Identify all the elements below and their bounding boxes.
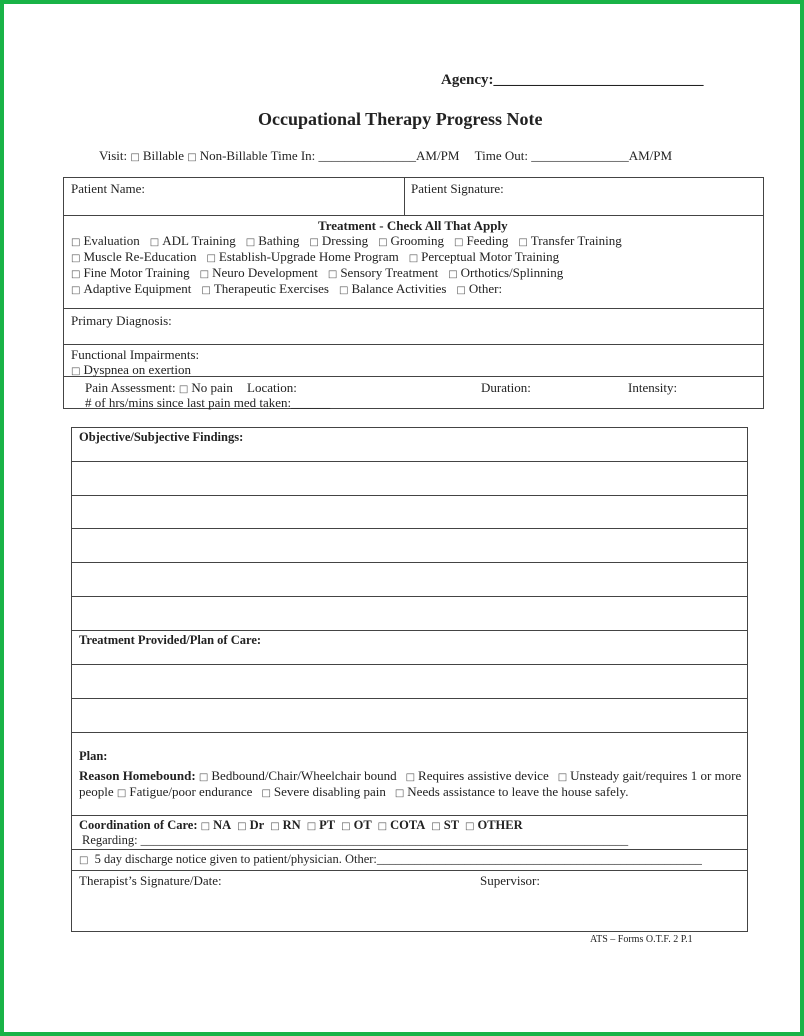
- primary-diagnosis-field[interactable]: Primary Diagnosis:: [71, 313, 172, 328]
- option-neuro-development[interactable]: □ Neuro Development: [199, 265, 318, 280]
- option-perceptual-motor-training[interactable]: □ Perceptual Motor Training: [408, 249, 560, 264]
- checkbox-icon[interactable]: □: [71, 253, 81, 264]
- checkbox-icon[interactable]: □: [341, 821, 351, 832]
- checkbox-icon[interactable]: □: [71, 285, 81, 296]
- checkbox-icon[interactable]: □: [405, 772, 416, 783]
- agency-field[interactable]: Agency:____________________________: [441, 72, 704, 88]
- option-balance-activities[interactable]: □ Balance Activities: [339, 281, 447, 296]
- checkbox-icon[interactable]: □: [198, 772, 209, 783]
- homebound-line-1: [79, 768, 750, 784]
- checkbox-icon[interactable]: □: [394, 788, 405, 799]
- option-rn[interactable]: □ RN: [270, 818, 301, 832]
- option-unsteady-gait-requires-1-or-more[interactable]: □ Unsteady gait/requires 1 or more: [557, 768, 742, 783]
- checkbox-icon[interactable]: □: [71, 237, 81, 248]
- checkbox-icon[interactable]: □: [454, 237, 464, 248]
- option-transfer-training[interactable]: □ Transfer Training: [518, 233, 622, 248]
- supervisor-field[interactable]: Supervisor:: [480, 873, 540, 888]
- visit-line: [99, 148, 672, 164]
- option-ot[interactable]: □ OT: [341, 818, 372, 832]
- option-orthotics-splinning[interactable]: □ Orthotics/Splinning: [448, 265, 564, 280]
- treatment-row-3: [71, 265, 573, 281]
- regarding-field[interactable]: Regarding: ______________________________________________________________________________: [82, 833, 629, 847]
- homebound-label: Reason Homebound:: [79, 768, 196, 783]
- option-pt[interactable]: □ PT: [306, 818, 336, 832]
- option-establish-upgrade-home-program[interactable]: □ Establish-Upgrade Home Program: [206, 249, 399, 264]
- checkbox-icon[interactable]: □: [465, 821, 475, 832]
- checkbox-icon[interactable]: □: [237, 821, 247, 832]
- checkbox-icon[interactable]: □: [261, 788, 271, 799]
- checkbox-icon[interactable]: □: [518, 237, 528, 248]
- visit-label: Visit:: [99, 148, 128, 163]
- pain-intensity-field[interactable]: Intensity:: [628, 380, 678, 395]
- treatment-plan-label: Treatment Provided/Plan of Care:: [79, 633, 262, 647]
- checkbox-icon[interactable]: □: [456, 285, 466, 296]
- coordination-line: [79, 818, 529, 833]
- option-sensory-treatment[interactable]: □ Sensory Treatment: [327, 265, 439, 280]
- homebound-line-2: people □ Fatigue/poor endurance □ Severe disabling pain □ Needs assistance to leave the house safely.: [79, 784, 629, 799]
- billable-option[interactable]: □ Billable: [130, 148, 184, 163]
- checkbox-icon[interactable]: □: [178, 384, 189, 395]
- checkbox-icon[interactable]: □: [116, 788, 127, 799]
- checkbox-icon[interactable]: □: [199, 269, 210, 280]
- option-st[interactable]: □ ST: [431, 818, 460, 832]
- checkbox-icon[interactable]: □: [431, 821, 441, 832]
- checkbox-icon[interactable]: □: [149, 237, 160, 248]
- option-feeding[interactable]: □ Feeding: [454, 233, 509, 248]
- checkbox-icon[interactable]: □: [377, 821, 388, 832]
- option-adaptive-equipment[interactable]: □ Adaptive Equipment: [71, 281, 192, 296]
- therapist-signature-field[interactable]: Therapist’s Signature/Date:: [79, 873, 222, 888]
- option-na[interactable]: □ NA: [200, 818, 232, 832]
- option-dressing[interactable]: □ Dressing: [309, 233, 369, 248]
- option-other[interactable]: □ Other:: [456, 281, 503, 296]
- option-other[interactable]: □ OTHER: [465, 818, 523, 832]
- treatment-heading: Treatment - Check All That Apply: [318, 218, 508, 233]
- time-in-field[interactable]: Time In: _______________AM/PM: [270, 148, 460, 163]
- treatment-row-4: [71, 281, 512, 297]
- coordination-label: Coordination of Care:: [79, 818, 198, 832]
- treatment-row-2: [71, 249, 569, 265]
- option-therapeutic-exercises[interactable]: □ Therapeutic Exercises: [201, 281, 329, 296]
- findings-label: Objective/Subjective Findings:: [79, 430, 244, 444]
- option-cota[interactable]: □ COTA: [377, 818, 426, 832]
- form-footer: ATS – Forms O.T.F. 2 P.1: [590, 934, 693, 945]
- option-needs-assistance-to-leave-the-house-safely[interactable]: □ Needs assistance to leave the house safely.: [394, 784, 629, 799]
- checkbox-icon[interactable]: □: [245, 237, 256, 248]
- option-evaluation[interactable]: □ Evaluation: [71, 233, 140, 248]
- treatment-row-1: [71, 233, 632, 249]
- pain-duration-field[interactable]: Duration:: [481, 380, 531, 395]
- option-severe-disabling-pain[interactable]: □ Severe disabling pain: [261, 784, 386, 799]
- checkbox-icon[interactable]: □: [327, 269, 338, 280]
- checkbox-icon[interactable]: □: [378, 237, 388, 248]
- checkbox-icon[interactable]: □: [206, 253, 216, 264]
- checkbox-icon[interactable]: □: [557, 772, 568, 783]
- option-muscle-re-education[interactable]: □ Muscle Re-Education: [71, 249, 197, 264]
- option-bedbound-chair-wheelchair-bound[interactable]: □ Bedbound/Chair/Wheelchair bound: [198, 768, 397, 783]
- option-fatigue-poor-endurance[interactable]: □ Fatigue/poor endurance: [116, 784, 253, 799]
- checkbox-icon[interactable]: □: [187, 152, 197, 163]
- option-bathing[interactable]: □ Bathing: [245, 233, 300, 248]
- pain-location-field[interactable]: Location:: [247, 380, 297, 395]
- dyspnea-option[interactable]: □ Dyspnea on exertion: [71, 362, 192, 377]
- pain-assessment: Pain Assessment: □ No pain: [85, 380, 233, 395]
- option-dr[interactable]: □ Dr: [237, 818, 265, 832]
- checkbox-icon[interactable]: □: [200, 821, 211, 832]
- option-requires-assistive-device[interactable]: □ Requires assistive device: [405, 768, 549, 783]
- patient-signature-field[interactable]: Patient Signature:: [411, 181, 504, 196]
- form-title: Occupational Therapy Progress Note: [258, 109, 543, 129]
- functional-impairments-label: Functional Impairments:: [71, 347, 200, 362]
- checkbox-icon[interactable]: □: [71, 366, 81, 377]
- option-adl-training[interactable]: □ ADL Training: [149, 233, 236, 248]
- checkbox-icon[interactable]: □: [79, 855, 89, 866]
- patient-name-field[interactable]: Patient Name:: [71, 181, 146, 196]
- option-grooming[interactable]: □ Grooming: [378, 233, 444, 248]
- checkbox-icon[interactable]: □: [408, 253, 419, 264]
- checkbox-icon[interactable]: □: [270, 821, 280, 832]
- checkbox-icon[interactable]: □: [130, 152, 140, 163]
- checkbox-icon[interactable]: □: [306, 821, 317, 832]
- option-fine-motor-training[interactable]: □ Fine Motor Training: [71, 265, 190, 280]
- plan-label: Plan:: [79, 749, 108, 763]
- discharge-notice[interactable]: □ 5 day discharge notice given to patient/physician. Other:____________________________________________________: [79, 852, 702, 866]
- checkbox-icon[interactable]: □: [71, 269, 81, 280]
- checkbox-icon[interactable]: □: [201, 285, 211, 296]
- pain-med-field[interactable]: # of hrs/mins since last pain med taken:______: [85, 395, 331, 410]
- checkbox-icon[interactable]: □: [448, 269, 458, 280]
- time-out-field[interactable]: Time Out: _______________AM/PM: [474, 148, 673, 163]
- checkbox-icon[interactable]: □: [309, 237, 319, 248]
- non-billable-option[interactable]: □ Non-Billable: [187, 148, 268, 163]
- checkbox-icon[interactable]: □: [339, 285, 349, 296]
- no-pain-option[interactable]: □ No pain: [178, 380, 233, 395]
